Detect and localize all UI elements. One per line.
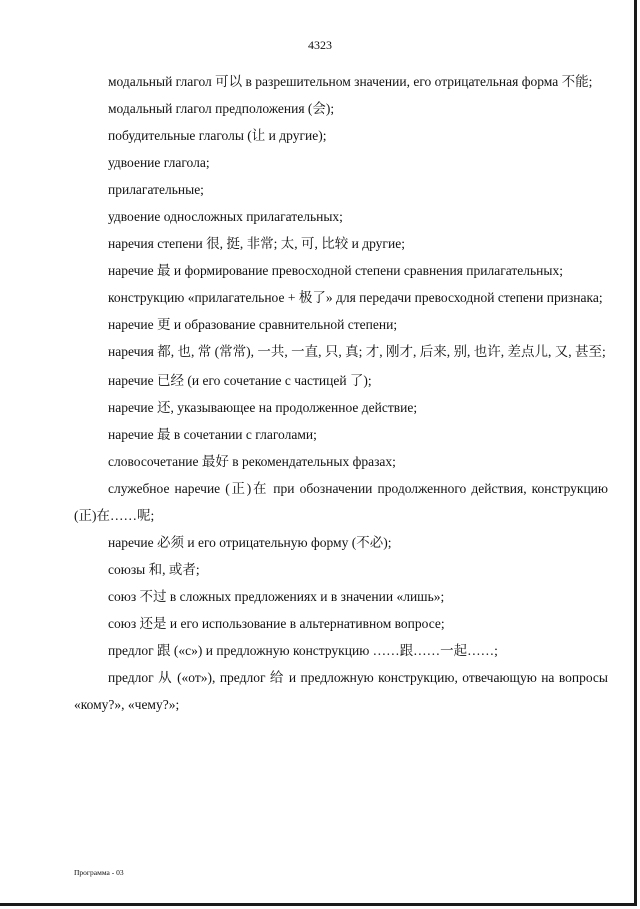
list-item: предлог 跟 («с») и предложную конструкцию ……跟……一起……; [108, 642, 498, 658]
list-item: побудительные глаголы (让 и другие); [108, 128, 327, 143]
list-item: удвоение глагола; [108, 155, 210, 170]
page-number: 4323 [308, 38, 332, 52]
list-item: словосочетание 最好 в рекомендательных фразах; [108, 453, 396, 469]
document-body [74, 68, 608, 718]
list-item: служебное наречие (正)在 при обозначении продолженного действия, конструкцию (正)在……呢; [74, 480, 608, 523]
list-item: наречия степени 很, 挺, 非常; 太, 可, 比较 и другие; [108, 236, 405, 251]
list-item: модальный глагол 可以 в разрешительном значении, его отрицательная форма 不能; [108, 74, 593, 89]
list-item: конструкцию «прилагательное + 极了» для передачи превосходной степени признака; [108, 290, 603, 305]
list-item: предлог 从 («от»), предлог 给 и предложную конструкцию, отвечающую на вопросы «кому?», «чему?»; [74, 669, 608, 712]
list-item: наречие 最 в сочетании с глаголами; [108, 426, 317, 442]
list-item: наречия 都, 也, 常 (常常), 一共, 一直, 只, 真; 才, 刚才, 后来, 别, 也许, 差点儿, 又, 甚至; [108, 344, 606, 359]
list-item: наречие 还, указывающее на продолженное действие; [108, 399, 418, 415]
list-item: союз 还是 и его использование в альтернативном вопросе; [108, 615, 445, 631]
list-item: наречие 已经 (и его сочетание с частицей 了); [108, 372, 372, 388]
list-item: наречие 必须 и его отрицательную форму (不必); [108, 534, 392, 550]
list-item: наречие 最 и формирование превосходной степени сравнения прилагательных; [108, 263, 563, 278]
list-item: союзы 和, 或者; [108, 561, 200, 577]
list-item: союз 不过 в сложных предложениях и в значении «лишь»; [108, 588, 445, 604]
list-item: наречие 更 и образование сравнительной степени; [108, 317, 398, 332]
list-item: удвоение односложных прилагательных; [108, 209, 343, 224]
page-footer: Программа - 03 [74, 868, 124, 877]
list-item: модальный глагол предположения (会); [108, 101, 335, 116]
list-item: прилагательные; [108, 182, 204, 197]
